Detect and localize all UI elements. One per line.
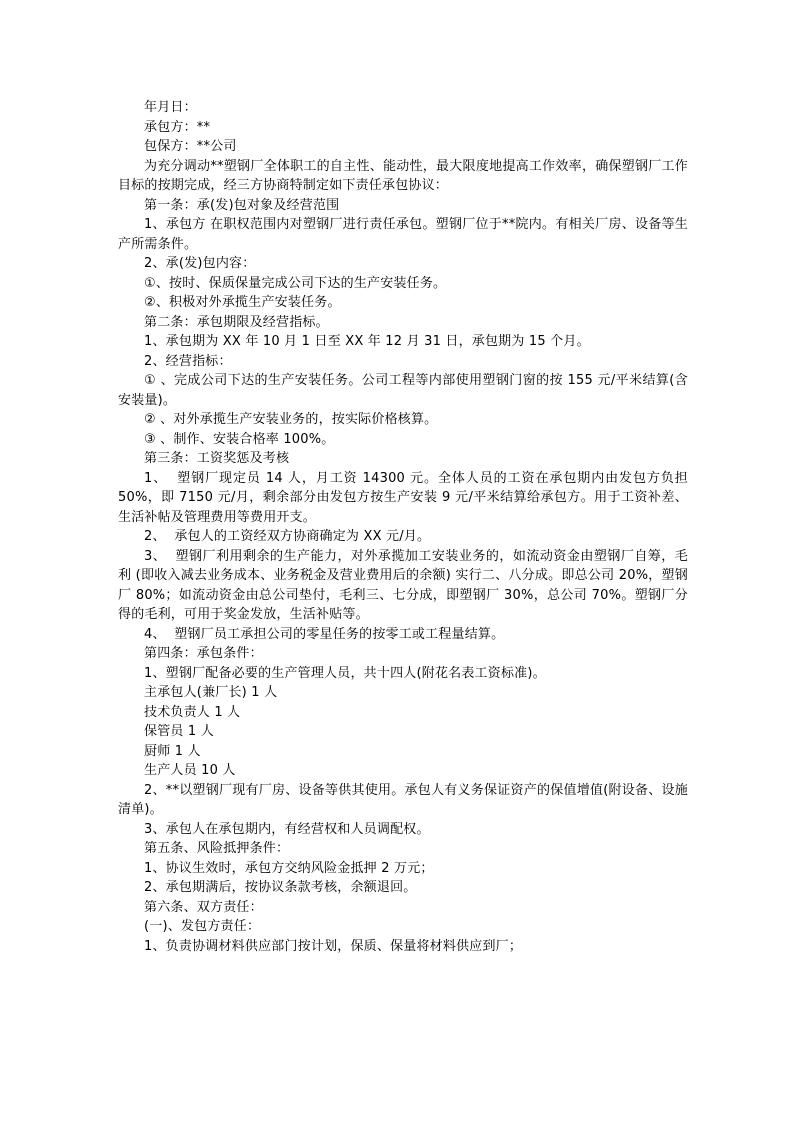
article-1-item-1: 1、承包方 在职权范围内对塑钢厂进行责任承包。塑钢厂位于**院内。有相关厂房、设备等生产所需条件。 [118,217,688,252]
article-1-heading: 第一条：承(发)包对象及经营范围 [144,197,340,213]
staff-row-manager: 主承包人(兼厂长) 1 人 [144,685,278,700]
article-6-section-1-item-1: 1、负责协调材料供应部门按计划，保质、保量将材料供应到厂； [144,938,523,954]
article-1-item-2: 2、承(发)包内容： [144,256,256,271]
document-body [118,98,693,956]
staff-row-cook: 厨师 1 人 [144,743,201,759]
article-5-heading: 第五条、风险抵押条件： [144,841,290,856]
article-1-subitem-2: ②、积极对外承揽生产安装任务。 [144,295,341,310]
article-2-item-1: 1、承包期为 XX 年 10 月 1 日至 XX 年 12 月 31 日，承包期为 15 个月。 [144,334,590,349]
date-line: 年月日： [144,100,197,115]
article-5-item-1: 1、协议生效时，承包方交纳风险金抵押 2 万元； [144,860,434,876]
article-3-heading: 第三条：工资奖惩及考核 [144,451,290,466]
article-2-item-2: 2、经营指标： [144,353,232,369]
article-2-subitem-3: ③ 、制作、安装合格率 100%。 [144,431,335,447]
staff-row-tech-lead: 技术负责人 1 人 [144,704,241,720]
article-3-item-2: 2、 承包人的工资经双方协商确定为 XX 元/月。 [144,529,431,544]
article-3-item-4: 4、 塑钢厂员工承担公司的零星任务的按零工或工程量结算。 [144,626,505,642]
article-3-item-1: 1、 塑钢厂现定员 14 人，月工资 14300 元。全体人员的工资在承包期内由发包方负担 50%，即 7150 元/月，剩余部分由发包方按生产安装 9 元/平米结算给承包方。用于工资补差、生活补帖及管理费用等费用开支。 [118,470,693,525]
article-6-section-1-heading: (一)、发包方责任： [144,919,261,934]
article-4-item-2: 2、**以塑钢厂现有厂房、设备等供其使用。承包人有义务保证资产的保值增值(附设备、设施清单)。 [118,782,688,817]
staff-row-keeper: 保管员 1 人 [144,724,214,739]
staff-row-workers: 生产人员 10 人 [144,763,236,778]
article-6-heading: 第六条、双方责任： [144,899,263,915]
article-2-subitem-2: ② 、对外承揽生产安装业务的，按实际价格核算。 [144,412,438,427]
article-4-item-3: 3、承包人在承包期内，有经营权和人员调配权。 [144,821,430,837]
article-4-heading: 第四条：承包条件： [144,646,263,661]
article-1-subitem-1: ①、按时、保质保量完成公司下达的生产安装任务。 [144,275,447,291]
article-2-heading: 第二条：承包期限及经营指标。 [144,314,329,330]
guarantor-line: 包保方：**公司 [144,139,237,154]
article-3-item-3: 3、 塑钢厂利用剩余的生产能力，对外承揽加工安装业务的，如流动资金由塑钢厂自筹，毛利 (即收入减去业务成本、业务税金及营业费用后的余额) 实行二、八分成。即总公司 20%，塑钢厂 80%；如流动资金由总公司垫付，毛利三、七分成，即塑钢厂 30%，总公司 70%。塑钢厂分得的毛利，可用于奖金发放，生活补贴等。 [118,548,688,622]
article-4-item-1: 1、塑钢厂配备必要的生产管理人员，共十四人(附花名表工资标准)。 [144,665,546,681]
article-2-subitem-1: ① 、完成公司下达的生产安装任务。公司工程等内部使用塑钢门窗的按 155 元/平米结算(含安装量)。 [118,373,688,408]
article-5-item-2: 2、承包期满后，按协议条款考核，余额退回。 [144,880,417,895]
contractor-line: 承包方：** [144,119,211,135]
preamble-paragraph: 为充分调动**塑钢厂全体职工的自主性、能动性，最大限度地提高工作效率，确保塑钢厂工作目标的按期完成，经三方协商特制定如下责任承包协议： [118,158,688,193]
